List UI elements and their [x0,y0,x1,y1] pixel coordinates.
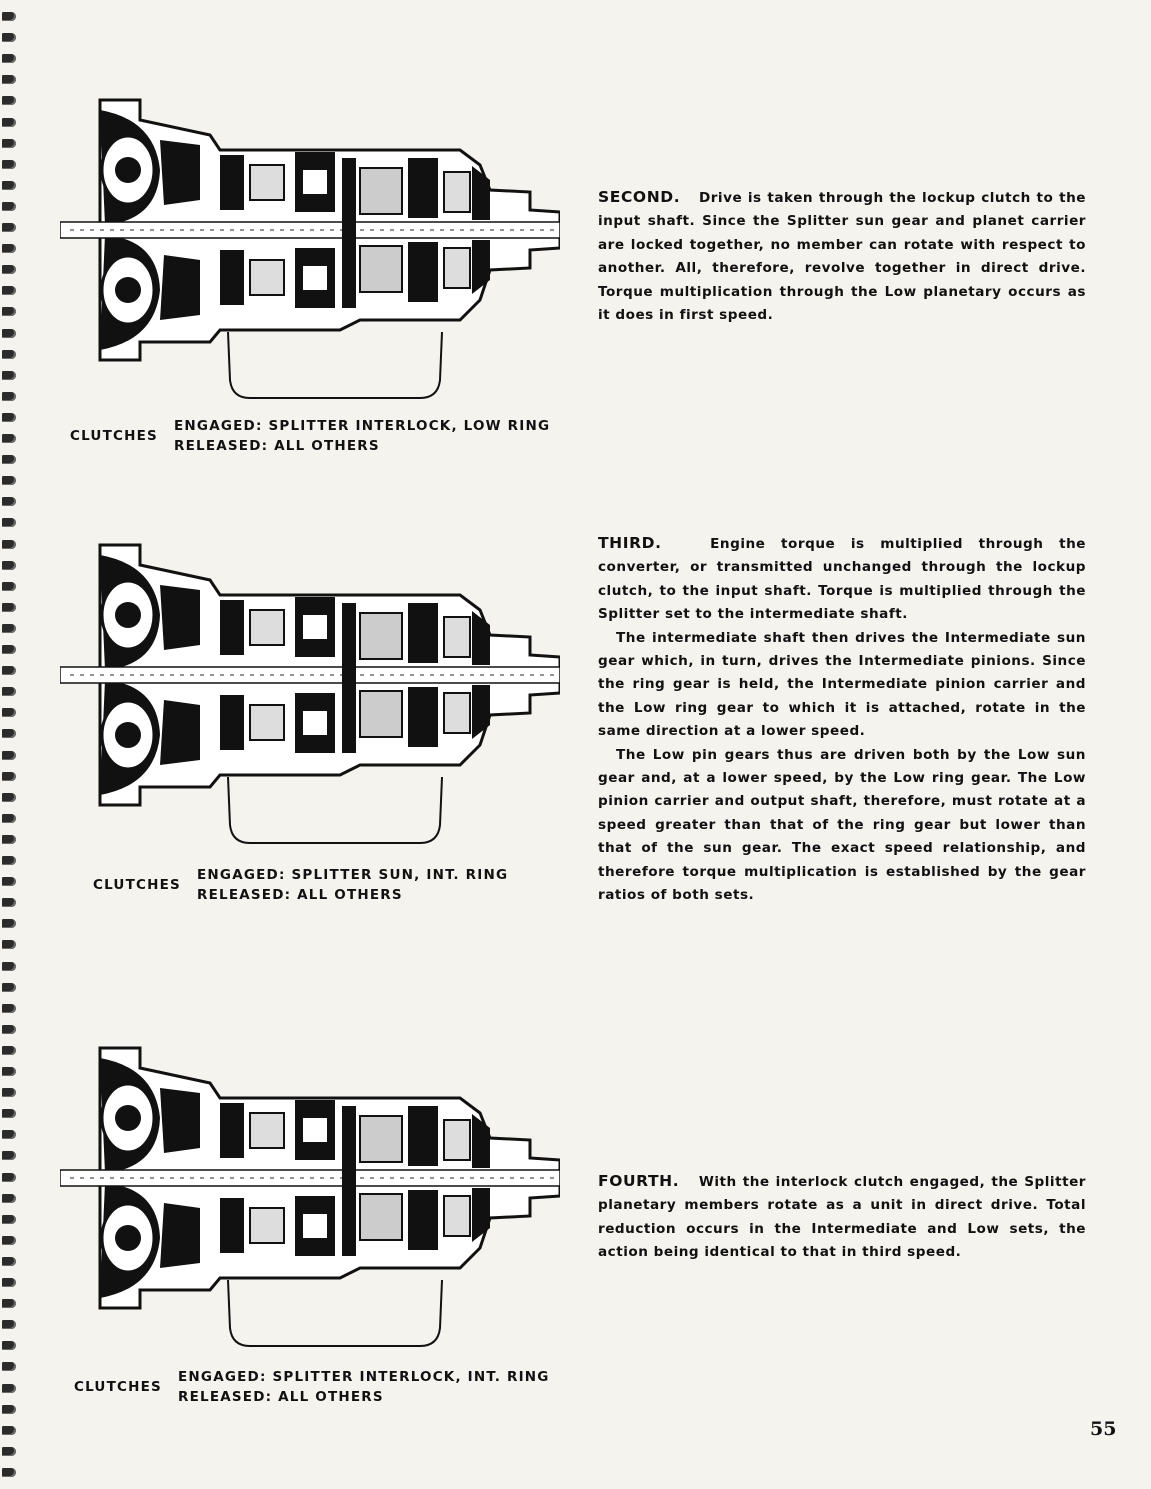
binding-ring [2,286,16,295]
binding-ring [2,582,16,591]
binding-ring [2,1468,16,1477]
paragraph: The intermediate shaft then drives the Intermediate sun gear which, in turn, drives the Intermediate pinions. Since the ring gear is held, the Intermediate pinion carrier and the Low ring gear to which it is attached, rotate in the same direction at a lower speed. [598,629,1086,740]
binding-ring [2,856,16,865]
binding-ring [2,877,16,886]
binding-ring [2,666,16,675]
binding-ring [2,898,16,907]
binding-ring [2,181,16,190]
clutches-label: CLUTCHES [70,428,158,444]
paragraph-text: Drive is taken through the lockup clutch to the input shaft. Since the Splitter sun gear and planet carrier are locked together, no member can rotate with respect to another. All, therefore, revolve together in direct drive. Torque multiplication through the Low planetary occurs as it does in first speed. [598,190,1086,324]
clutches-engaged: ENGAGED: SPLITTER SUN, INT. RING [197,867,509,883]
binding-ring [2,33,16,42]
binding-ring [2,497,16,506]
paragraph [598,1170,1086,1265]
binding-ring [2,1278,16,1287]
binding-ring [2,1426,16,1435]
paragraph-text: With the interlock clutch engaged, the Splitter planetary members rotate as a unit in direct drive. Total reduction occurs in the Intermediate and Low sets, the action being identical to that in third speed. [598,1174,1087,1261]
binding-ring [2,1046,16,1055]
transmission-diagram-fourth [60,1028,560,1388]
clutches-label: CLUTCHES [93,877,181,893]
binding-ring [2,1447,16,1456]
binding-ring [2,1088,16,1097]
binding-ring [2,413,16,422]
binding-ring [2,350,16,359]
binding-ring [2,75,16,84]
binding-ring [2,223,16,232]
binding-ring [2,455,16,464]
description-third [598,532,1086,908]
binding-ring [2,1004,16,1013]
binding-ring [2,1173,16,1182]
binding-ring [2,96,16,105]
binding-ring [2,1341,16,1350]
binding-ring [2,751,16,760]
clutches-released: RELEASED: ALL OTHERS [174,438,380,454]
binding-ring [2,329,16,338]
binding-ring [2,265,16,274]
binding-ring [2,1405,16,1414]
binding-ring [2,1215,16,1224]
paragraph [598,186,1086,327]
binding-ring [2,772,16,781]
binding-ring [2,687,16,696]
section-heading: THIRD. [598,534,695,552]
binding-ring [2,1025,16,1034]
binding-ring [2,645,16,654]
binding-ring [2,118,16,127]
paragraph: The Low pin gears thus are driven both by the Low sun gear and, at a lower speed, by the Low ring gear. The Low pinion carrier and output shaft, therefore, must rotate at a speed greater than that of the ring gear but lower than that of the sun gear. The exact speed relationship, and therefore torque multiplication is established by the gear ratios of both sets. [598,746,1086,904]
paragraph [598,532,1086,627]
binding-ring [2,1151,16,1160]
binding-ring [2,307,16,316]
binding-ring [2,1320,16,1329]
binding-ring [2,962,16,971]
binding-ring [2,561,16,570]
binding-ring [2,518,16,527]
binding-ring [2,919,16,928]
binding-ring [2,476,16,485]
clutches-label: CLUTCHES [74,1379,162,1395]
binding-ring [2,603,16,612]
page-number: 55 [1090,1418,1117,1440]
binding-ring [2,835,16,844]
section-heading: FOURTH. [598,1172,693,1190]
binding-ring [2,814,16,823]
binding-ring [2,624,16,633]
clutches-released: RELEASED: ALL OTHERS [178,1389,384,1405]
binding-ring [2,160,16,169]
binding-ring [2,371,16,380]
binding-ring [2,1257,16,1266]
binding-ring [2,434,16,443]
binding-ring [2,1236,16,1245]
binding-ring [2,540,16,549]
binding-ring [2,12,16,21]
binding-ring [2,1130,16,1139]
binding-ring [2,1109,16,1118]
binding-ring [2,793,16,802]
spiral-binding [0,0,22,1489]
clutches-engaged: ENGAGED: SPLITTER INTERLOCK, INT. RING [178,1369,550,1385]
transmission-diagram-third [60,525,560,885]
binding-ring [2,392,16,401]
binding-ring [2,1362,16,1371]
clutches-released: RELEASED: ALL OTHERS [197,887,403,903]
paragraph-text: Engine torque is multiplied through the converter, or transmitted unchanged through the lockup clutch, to the input shaft. Torque is multiplied through the Splitter set to the intermediate shaft. [598,536,1086,623]
binding-ring [2,202,16,211]
binding-ring [2,729,16,738]
description-second [598,186,1086,327]
binding-ring [2,244,16,253]
transmission-diagram-second [60,80,560,440]
binding-ring [2,1067,16,1076]
binding-ring [2,940,16,949]
description-fourth [598,1170,1086,1265]
binding-ring [2,708,16,717]
binding-ring [2,54,16,63]
binding-ring [2,139,16,148]
binding-ring [2,1194,16,1203]
section-heading: SECOND. [598,188,694,206]
binding-ring [2,1384,16,1393]
clutches-engaged: ENGAGED: SPLITTER INTERLOCK, LOW RING [174,418,551,434]
binding-ring [2,983,16,992]
binding-ring [2,1299,16,1308]
